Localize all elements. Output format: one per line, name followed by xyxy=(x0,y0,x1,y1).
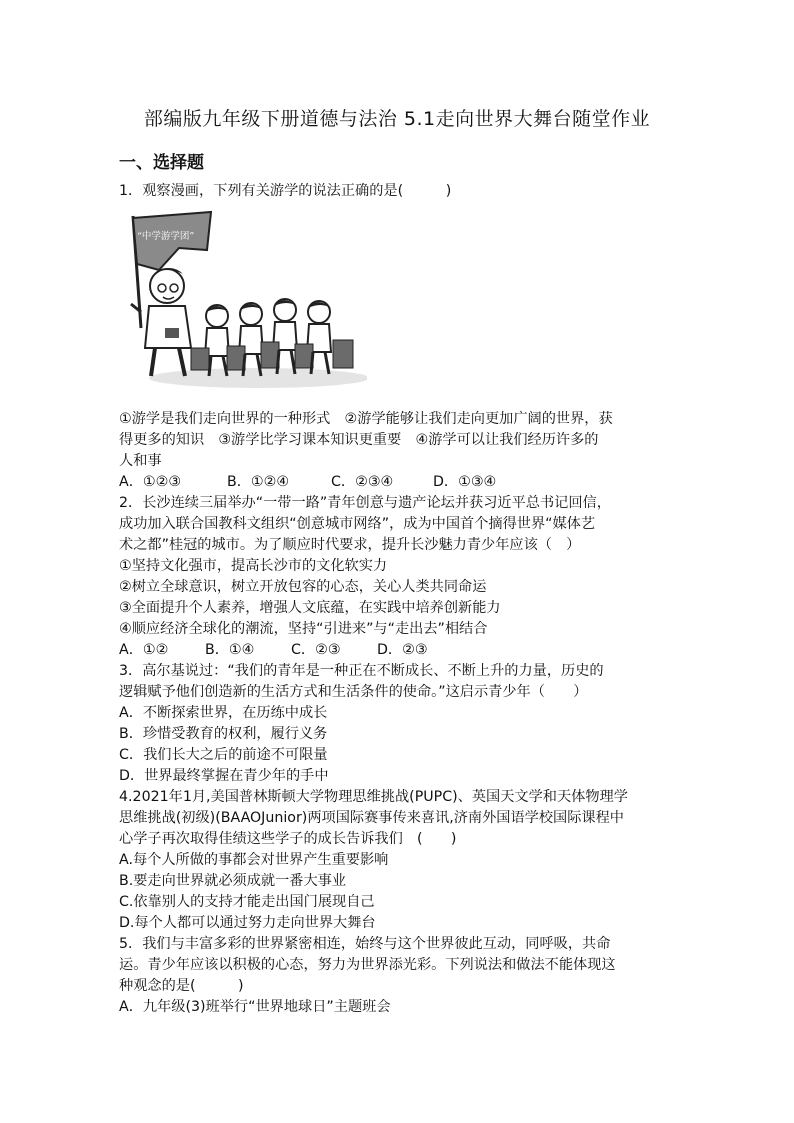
q2-options xyxy=(119,640,428,660)
q5-stem-line-1: 5．我们与丰富多彩的世界紧密相连，始终与这个世界彼此互动，同呼吸，共命 xyxy=(119,936,611,952)
q2-stem-line-1: 2．长沙连续三届举办“一带一路”青年创意与遗产论坛并获习近平总书记回信， xyxy=(119,495,611,511)
q4-stem-line-1: 4.2021年1月,美国普林斯顿大学物理思维挑战(PUPC)、英国天文学和天体物理学 xyxy=(119,789,628,805)
q1-options xyxy=(119,472,496,492)
q1-statement-line-1: ①游学是我们走向世界的一种形式 ②游学能够让我们走向更加广阔的世界，获 xyxy=(119,411,613,427)
q5-option-a[interactable]: A．九年级(3)班举行“世界地球日”主题班会 xyxy=(119,999,391,1015)
q3-stem-line-1: 3．高尔基说过：“我们的青年是一种正在不断成长、不断上升的力量，历史的 xyxy=(119,663,604,679)
q1-stem: 1．观察漫画，下列有关游学的说法正确的是( ) xyxy=(119,183,452,199)
flag-text: “中学游学团” xyxy=(137,231,195,242)
q2-option-a[interactable]: A．①② xyxy=(119,642,169,658)
q1-option-d[interactable]: D．①③④ xyxy=(433,474,497,490)
q3-option-a[interactable]: A．不断探索世界，在历练中成长 xyxy=(119,705,328,721)
q2-statement-1: ①坚持文化强市，提高长沙市的文化软实力 xyxy=(119,558,388,574)
q2-stem-line-2: 成功加入联合国教科文组织“创意城市网络”，成为中国首个摘得世界“媒体艺 xyxy=(119,516,596,532)
q3-option-d[interactable]: D．世界最终掌握在青少年的手中 xyxy=(119,768,329,784)
q1-option-b[interactable]: B．①②④ xyxy=(227,474,290,490)
q4-option-c[interactable]: C.依靠别人的支持才能走出国门展现自己 xyxy=(119,894,375,910)
q4-stem-line-3: 心学子再次取得佳绩这些学子的成长告诉我们 ( ) xyxy=(119,831,457,847)
q5-stem-line-2: 运。青少年应该以积极的心态，努力为世界添光彩。下列说法和做法不能体现这 xyxy=(119,957,616,973)
q1-option-c[interactable]: C．②③④ xyxy=(331,474,394,490)
q4-stem-line-2: 思维挑战(初级)(BAAOJunior)两项国际赛事传来喜讯,济南外国语学校国际课程中 xyxy=(119,810,624,826)
q2-statement-3: ③全面提升个人素养，增强人文底蕴，在实践中培养创新能力 xyxy=(119,600,501,616)
q2-stem-line-3: 术之都”桂冠的城市。为了顺应时代要求，提升长沙魅力青少年应该（ ） xyxy=(119,537,581,553)
q2-option-b[interactable]: B．①④ xyxy=(205,642,255,658)
study-tour-cartoon-icon xyxy=(119,208,367,394)
q3-option-c[interactable]: C．我们长大之后的前途不可限量 xyxy=(119,747,328,763)
q1-statement-line-3: 人和事 xyxy=(119,453,162,469)
q3-stem-line-2: 逻辑赋予他们创造新的生活方式和生活条件的使命。”这启示青少年（ ） xyxy=(119,684,588,700)
q2-statement-4: ④顺应经济全球化的潮流，坚持“引进来”与“走出去”相结合 xyxy=(119,621,488,637)
cartoon-illustration xyxy=(119,208,367,394)
q5-stem-line-3: 种观念的是( ) xyxy=(119,978,244,994)
q1-statement-line-2: 得更多的知识 ③游学比学习课本知识更重要 ④游学可以让我们经历许多的 xyxy=(119,432,599,448)
q3-option-b[interactable]: B．珍惜受教育的权利，履行义务 xyxy=(119,726,328,742)
q1-option-a[interactable]: A．①②③ xyxy=(119,474,182,490)
q2-option-d[interactable]: D．②③ xyxy=(377,642,428,658)
section-heading: 一、选择题 xyxy=(119,153,204,173)
q2-option-c[interactable]: C．②③ xyxy=(291,642,341,658)
q4-option-a[interactable]: A.每个人所做的事都会对世界产生重要影响 xyxy=(119,852,389,868)
q4-option-d[interactable]: D.每个人都可以通过努力走向世界大舞台 xyxy=(119,915,376,931)
q2-statement-2: ②树立全球意识，树立开放包容的心态，关心人类共同命运 xyxy=(119,579,487,595)
page-title: 部编版九年级下册道德与法治 5.1走向世界大舞台随堂作业 xyxy=(143,108,651,130)
q4-option-b[interactable]: B.要走向世界就必须成就一番大事业 xyxy=(119,873,347,889)
